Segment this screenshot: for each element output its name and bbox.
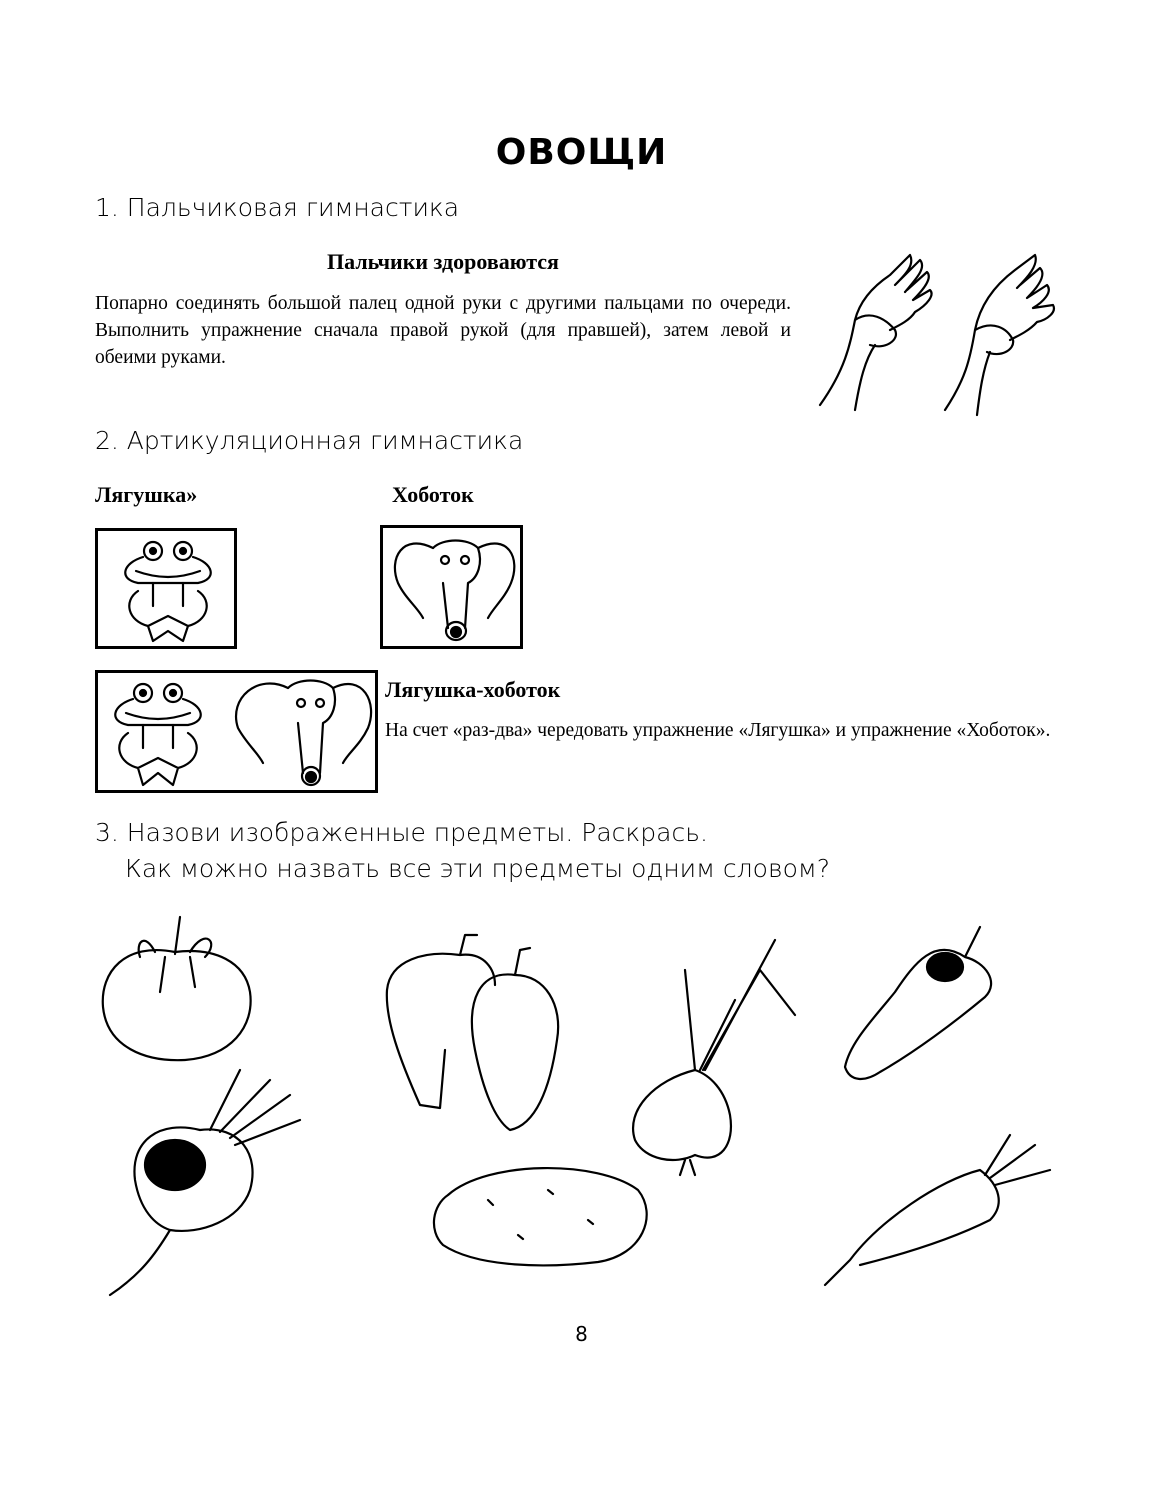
frog-label: Лягушка» [95,482,198,507]
combo-title: Лягушка-хоботок [385,677,561,702]
section-3-line-2: Как можно назвать все эти предметы одним словом? [125,854,831,883]
onion-icon [625,940,805,1175]
pepper-icon [385,930,565,1135]
trunk-label: Хоботок [392,482,474,507]
page-number: 8 [575,1322,588,1346]
combo-text: На счет «раз-два» чередовать упражнение «Лягушка» и упражнение «Хоботок». [385,720,1051,741]
elephant-picture [380,525,523,649]
hands-illustration [815,250,1070,415]
frog-elephant-picture [95,670,378,793]
tomato-icon [95,912,260,1067]
page-title: ОВОЩИ [495,132,668,173]
frog-icon [98,531,240,652]
frog-picture [95,528,237,649]
section-3-line-1: 3. Назови изображенные предметы. Раскрась. [95,818,708,847]
section-2-heading: 2. Артикуляционная гимнастика [95,426,524,455]
exercise-title: Пальчики здороваются [327,249,559,274]
carrot-icon [820,1130,1055,1290]
section-1-heading: 1. Пальчиковая гимнастика [95,193,460,222]
potato-icon [428,1160,653,1270]
exercise-text: Попарно соединять большой палец одной руки с другими пальцами по очереди. Выполнить упражнение сначала правой рукой (для правшей), затем левой и обеими руками. [95,293,791,368]
frog-elephant-icon [98,673,381,796]
elephant-icon [383,528,526,652]
beet-icon [100,1070,305,1300]
cucumber-icon [835,922,1005,1087]
